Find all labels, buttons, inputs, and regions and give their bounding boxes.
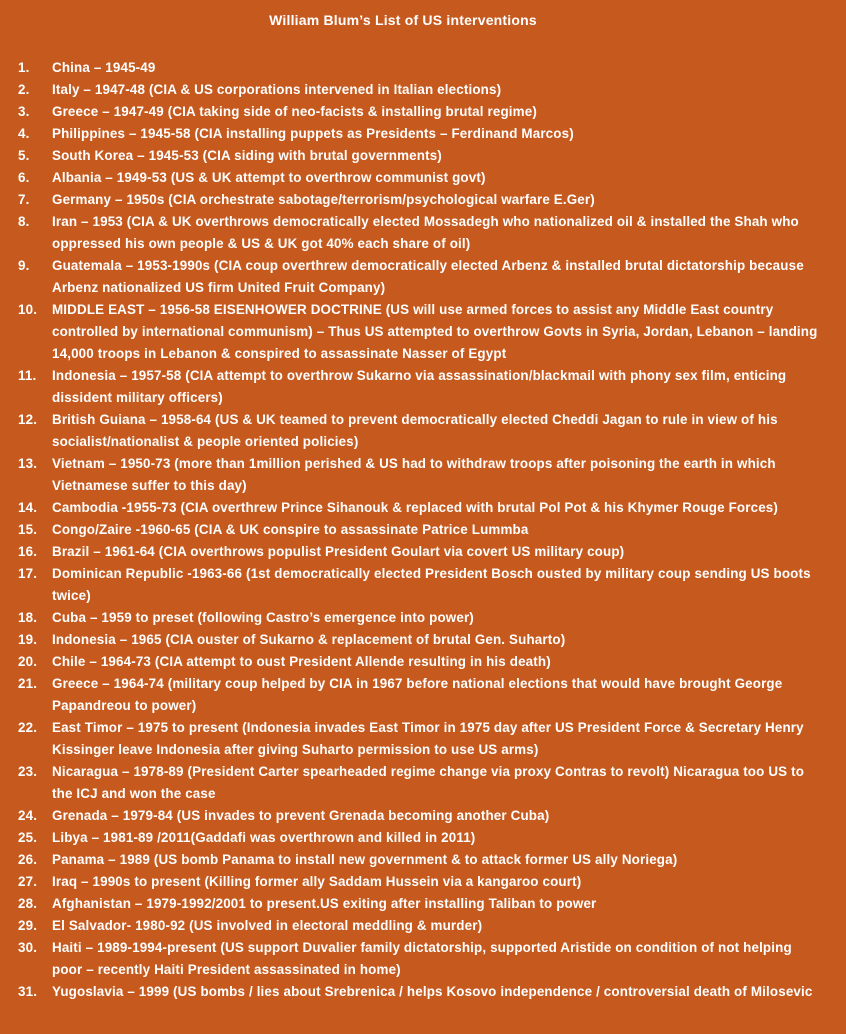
page-title: William Blum’s List of US interventions [269, 12, 537, 28]
item-number: 7. [18, 192, 30, 207]
item-number: 3. [18, 104, 30, 119]
list-item [18, 761, 818, 805]
list-item [18, 365, 818, 409]
interventions-list [18, 57, 818, 1003]
item-text: Iraq – 1990s to present (Killing former ally Saddam Hussein via a kangaroo court) [52, 874, 582, 889]
item-text: Iran – 1953 (CIA & UK overthrows democratically elected Mossadegh who nationalized oil & installed the Shah who oppressed his own people & US & UK got 40% each share of oil) [52, 214, 799, 251]
item-text: Guatemala – 1953-1990s (CIA coup overthrew democratically elected Arbenz & installed brutal dictatorship because Arbenz nationalized US firm United Fruit Company) [52, 258, 804, 295]
list-item [18, 893, 818, 915]
item-text: Germany – 1950s (CIA orchestrate sabotage/terrorism/psychological warfare E.Ger) [52, 192, 595, 207]
item-number: 15. [18, 522, 38, 537]
item-text: East Timor – 1975 to present (Indonesia invades East Timor in 1975 day after US President Force & Secretary Henry Kissinger leave Indonesia after giving Suharto permission to use US arms) [52, 720, 804, 757]
list-item [18, 871, 818, 893]
list-item [18, 299, 818, 365]
item-number: 11. [18, 368, 37, 383]
item-number: 28. [18, 896, 38, 911]
list-item [18, 519, 818, 541]
item-text: Philippines – 1945-58 (CIA installing puppets as Presidents – Ferdinand Marcos) [52, 126, 574, 141]
item-number: 17. [18, 566, 38, 581]
item-text: Haiti – 1989-1994-present (US support Duvalier family dictatorship, supported Aristide on condition of not helping poor – recently Haiti President assassinated in home) [52, 940, 792, 977]
list-item [18, 607, 818, 629]
item-number: 20. [18, 654, 38, 669]
list-item [18, 189, 818, 211]
item-number: 22. [18, 720, 38, 735]
item-number: 8. [18, 214, 30, 229]
list-item [18, 123, 818, 145]
item-number: 29. [18, 918, 38, 933]
item-number: 25. [18, 830, 38, 845]
item-number: 18. [18, 610, 38, 625]
item-text: Cuba – 1959 to preset (following Castro’s emergence into power) [52, 610, 474, 625]
item-text: Albania – 1949-53 (US & UK attempt to overthrow communist govt) [52, 170, 486, 185]
item-text: Indonesia – 1957-58 (CIA attempt to overthrow Sukarno via assassination/blackmail with phony sex film, enticing dissident military officers) [52, 368, 787, 405]
item-text: Grenada – 1979-84 (US invades to prevent Grenada becoming another Cuba) [52, 808, 550, 823]
list-item [18, 805, 818, 827]
item-number: 2. [18, 82, 30, 97]
item-text: Nicaragua – 1978-89 (President Carter spearheaded regime change via proxy Contras to revolt) Nicaragua too US to the ICJ and won the case [52, 764, 805, 801]
list-item [18, 79, 818, 101]
item-text: Afghanistan – 1979-1992/2001 to present.US exiting after installing Taliban to power [52, 896, 597, 911]
item-text: Brazil – 1961-64 (CIA overthrows populist President Goulart via covert US military coup) [52, 544, 625, 559]
list-item [18, 453, 818, 497]
item-text: British Guiana – 1958-64 (US & UK teamed to prevent democratically elected Cheddi Jagan to rule in view of his socialist/nationalist & people oriented policies) [52, 412, 778, 449]
list-item [18, 255, 818, 299]
item-number: 31. [18, 984, 38, 999]
list-item [18, 409, 818, 453]
item-text: China – 1945-49 [52, 60, 156, 75]
list-item [18, 101, 818, 123]
list-item [18, 541, 818, 563]
item-text: El Salvador- 1980-92 (US involved in electoral meddling & murder) [52, 918, 483, 933]
list-item [18, 145, 818, 167]
item-number: 19. [18, 632, 38, 647]
item-number: 21. [18, 676, 38, 691]
item-text: Yugoslavia – 1999 (US bombs / lies about Srebrenica / helps Kosovo independence / controversial death of Milosevic [52, 984, 813, 999]
list-item [18, 827, 818, 849]
item-number: 13. [18, 456, 38, 471]
list-item [18, 915, 818, 937]
item-number: 10. [18, 302, 38, 317]
item-text: Panama – 1989 (US bomb Panama to install new government & to attack former US ally Noriega) [52, 852, 678, 867]
list-item [18, 563, 818, 607]
item-number: 16. [18, 544, 38, 559]
item-number: 24. [18, 808, 38, 823]
list-item [18, 629, 818, 651]
item-text: Congo/Zaire -1960-65 (CIA & UK conspire to assassinate Patrice Lummba [52, 522, 529, 537]
list-item [18, 57, 818, 79]
item-text: Indonesia – 1965 (CIA ouster of Sukarno & replacement of brutal Gen. Suharto) [52, 632, 566, 647]
item-number: 1. [18, 60, 30, 75]
item-text: Italy – 1947-48 (CIA & US corporations intervened in Italian elections) [52, 82, 502, 97]
item-number: 14. [18, 500, 38, 515]
list-item [18, 717, 818, 761]
item-number: 5. [18, 148, 30, 163]
item-text: MIDDLE EAST – 1956-58 EISENHOWER DOCTRINE (US will use armed forces to assist any Middle East country controlled by international communism) – Thus US attempted to overthrow Govts in Syria, Jordan, Lebanon – landing 14,000 troops in Lebanon & conspired to assassinate Nasser of Egypt [52, 302, 818, 361]
item-text: Greece – 1947-49 (CIA taking side of neo-facists & installing brutal regime) [52, 104, 537, 119]
item-text: Chile – 1964-73 (CIA attempt to oust President Allende resulting in his death) [52, 654, 551, 669]
list-item [18, 673, 818, 717]
item-number: 12. [18, 412, 38, 427]
item-text: South Korea – 1945-53 (CIA siding with brutal governments) [52, 148, 442, 163]
list-item [18, 937, 818, 981]
item-number: 27. [18, 874, 38, 889]
list-item [18, 849, 818, 871]
item-number: 23. [18, 764, 38, 779]
item-number: 26. [18, 852, 38, 867]
item-number: 4. [18, 126, 30, 141]
list-item [18, 497, 818, 519]
list-item [18, 167, 818, 189]
item-number: 6. [18, 170, 30, 185]
item-text: Vietnam – 1950-73 (more than 1million perished & US had to withdraw troops after poisoning the earth in which Vietnamese suffer to this day) [52, 456, 776, 493]
item-text: Libya – 1981-89 /2011(Gaddafi was overthrown and killed in 2011) [52, 830, 476, 845]
list-item [18, 211, 818, 255]
list-item [18, 651, 818, 673]
item-number: 30. [18, 940, 38, 955]
item-number: 9. [18, 258, 30, 273]
item-text: Dominican Republic -1963-66 (1st democratically elected President Bosch ousted by military coup sending US boots twice) [52, 566, 811, 603]
item-text: Cambodia -1955-73 (CIA overthrew Prince Sihanouk & replaced with brutal Pol Pot & his Khymer Rouge Forces) [52, 500, 779, 515]
item-text: Greece – 1964-74 (military coup helped by CIA in 1967 before national elections that would have brought George Papandreou to power) [52, 676, 783, 713]
list-item [18, 981, 818, 1003]
